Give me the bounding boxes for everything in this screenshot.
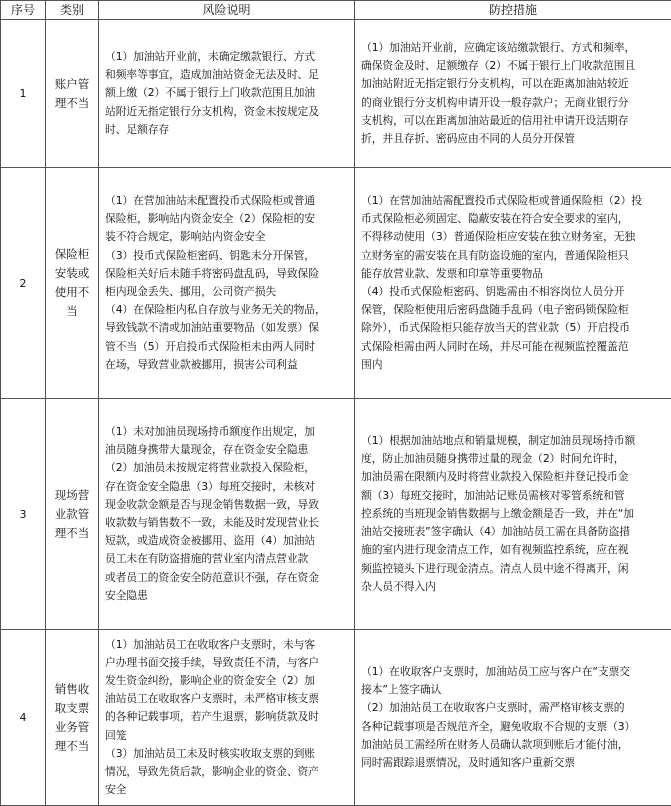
- control-text-line: 度，防止加油员随身携带过量的现金（2）时间允许时，: [361, 450, 668, 468]
- header-serial-no: 序号: [1, 1, 46, 20]
- category-line: 保险柜: [48, 245, 96, 264]
- category-line: 理不当: [48, 524, 96, 543]
- table-row: [1, 168, 671, 399]
- table-row: [1, 630, 671, 806]
- header-category: 类别: [46, 1, 99, 20]
- risk-text-line: 收款数与销售数不一致，未能及时发现营业长: [105, 514, 351, 532]
- risk-text-line: （1）在营加油站未配置投币式保险柜或普通: [105, 192, 351, 210]
- category-line: 安装或: [48, 264, 96, 283]
- risk-text-line: 户办理书面交接手续，导致责任不清，与客户: [105, 654, 351, 672]
- risk-text-line: 柜内现金丢失、挪用，公司资产损失: [105, 283, 351, 301]
- control-text-line: 额（3）每班交接时，加油站记账员需核对零管系统和管: [361, 487, 668, 505]
- risk-text-line: 安全隐患: [105, 587, 351, 605]
- category-line: 取支票: [48, 699, 96, 718]
- table-body: [1, 20, 671, 806]
- control-text-line: 油站交接班表”签字确认（4）加油站员工需在具备防盗措: [361, 523, 668, 541]
- control-text-line: 式保险柜需由两人同时在场，并尽可能在视频监控覆盖范: [361, 338, 668, 356]
- control-text-line: （1）加油站开业前，应确定该站缴款银行、方式和频率，: [361, 39, 668, 57]
- category-line: 理不当: [48, 94, 96, 113]
- table-row: [1, 399, 671, 630]
- control-text-line: 加油员需在限额内及时将营业款投入保险柜并登记投币金: [361, 468, 668, 486]
- row-category: [46, 399, 99, 630]
- row-control-measures: [355, 168, 671, 399]
- control-text-line: （1）在收取客户支票时，加油站员工应与客户在“支票交: [361, 663, 668, 681]
- row-risk-description: [99, 630, 355, 806]
- category-line: 使用不: [48, 283, 96, 302]
- row-control-measures: [355, 630, 671, 806]
- risk-text-line: 额上缴（2）不属于银行上门收款范围且加油: [105, 84, 351, 102]
- risk-text-line: （4）在保险柜内私自存放与业务无关的物品，: [105, 301, 351, 319]
- risk-text-line: 管不当（5）开启投币式保险柜未由两人同时: [105, 338, 351, 356]
- risk-text-line: （2）加油员未按规定将营业款投入保险柜，: [105, 459, 351, 477]
- risk-text-line: 保险柜，影响站内资金安全（2）保险柜的安: [105, 210, 351, 228]
- risk-text-line: 现金收款金额是否与现金销售数据一致，导致: [105, 496, 351, 514]
- risk-text-line: 存在资金安全隐患（3）每班交接时，未核对: [105, 478, 351, 496]
- control-text-line: 围内: [361, 356, 668, 374]
- control-text-line: 能存放营业款、发票和印章等重要物品: [361, 265, 668, 283]
- row-serial-no: 4: [1, 630, 46, 806]
- row-category: [46, 20, 99, 168]
- risk-text-line: （1）加油站开业前，未确定缴款银行、方式: [105, 48, 351, 66]
- category-line: 销售收: [48, 680, 96, 699]
- control-text-line: （1）在营加油站需配置投币式保险柜或普通保险柜（2）投: [361, 192, 668, 210]
- control-text-line: 频监控镜头下进行现金清点。清点人员中途不得离开，闲: [361, 560, 668, 578]
- risk-text-line: 和频率等事宜，造成加油站资金无法及时、足: [105, 66, 351, 84]
- category-line: 业款管: [48, 505, 96, 524]
- control-text-line: 币式保险柜必须固定、隐蔽安装在符合安全要求的室内，: [361, 210, 668, 228]
- row-serial-no: 1: [1, 20, 46, 168]
- risk-text-line: 导致钱款不清或加油站重要物品（如发票）保: [105, 319, 351, 337]
- risk-text-line: （3）投币式保险柜密码、钥匙未分开保管，: [105, 247, 351, 265]
- risk-text-line: 装不符合规定，影响站内资金安全: [105, 228, 351, 246]
- risk-text-line: 情况，导致先货后款，影响企业的资金、资产: [105, 763, 351, 781]
- row-risk-description: [99, 168, 355, 399]
- table-header-row: [1, 1, 671, 20]
- row-category: [46, 630, 99, 806]
- header-control-measures: 防控措施: [355, 1, 671, 20]
- row-control-measures: [355, 399, 671, 630]
- row-control-measures: [355, 20, 671, 168]
- risk-text-line: （3）加油站员工未及时核实收取支票的到账: [105, 745, 351, 763]
- risk-text-line: （1）加油站员工在收取客户支票时，未与客: [105, 636, 351, 654]
- control-text-line: （4）投币式保险柜密码、钥匙需由不相容岗位人员分开: [361, 283, 668, 301]
- risk-text-line: 或者员工的资金安全防范意识不强，存在资金: [105, 569, 351, 587]
- control-text-line: 不得移动使用（3）普通保险柜应安装在独立财务室，无独: [361, 228, 668, 246]
- control-text-line: 施的室内进行现金清点工作，如有视频监控系统，应在视: [361, 541, 668, 559]
- risk-text-line: 在场，导致营业款被挪用，损害公司利益: [105, 356, 351, 374]
- risk-text-line: 时、足额存存: [105, 121, 351, 139]
- risk-text-line: 站附近无指定银行分支机构，资金未按规定及: [105, 103, 351, 121]
- risk-text-line: 油员随身携带大量现金，存在资金安全隐患: [105, 441, 351, 459]
- control-text-line: 立财务室的需安装在具有防盗设施的室内，普通保险柜只: [361, 247, 668, 265]
- control-text-line: 杂人员不得入内: [361, 578, 668, 596]
- control-text-line: 加油站附近无指定银行分支机构，可以在距离加油站较近: [361, 75, 668, 93]
- category-line: 业务管: [48, 718, 96, 737]
- risk-text-line: （1）未对加油员现场持币额度作出规定，加: [105, 423, 351, 441]
- control-text-line: 加油站员工需经所在财务人员确认款项到账后才能付油，: [361, 736, 668, 754]
- table-row: [1, 20, 671, 168]
- control-text-line: （1）根据加油站地点和销量规模，制定加油员现场持币额: [361, 432, 668, 450]
- risk-text-line: 的各种记载事项，若产生退票，影响货款及时: [105, 708, 351, 726]
- control-text-line: （2）加油站员工在收取客户支票时，需严格审核支票的: [361, 699, 668, 717]
- control-text-line: 折，并且存折、密码应由不同的人员分开保管: [361, 130, 668, 148]
- row-serial-no: 2: [1, 168, 46, 399]
- risk-text-line: 安全: [105, 781, 351, 799]
- category-line: 当: [48, 302, 96, 321]
- control-text-line: 各种记载事项是否规范齐全，避免收取不合规的支票（3）: [361, 718, 668, 736]
- control-text-line: 同时需跟踪退票情况，及时通知客户重新交票: [361, 754, 668, 772]
- control-text-line: 接本”上签字确认: [361, 681, 668, 699]
- row-risk-description: [99, 20, 355, 168]
- control-text-line: 控系统的当班现金销售数据与上缴金额是否一致，并在“加: [361, 505, 668, 523]
- risk-text-line: 油站员工在收取客户支票时，未严格审核支票: [105, 690, 351, 708]
- risk-text-line: 短款，或造成资金被挪用、盗用（4）加油站: [105, 532, 351, 550]
- risk-text-line: 员工未在有防盗措施的营业室内清点营业款: [105, 550, 351, 568]
- row-risk-description: [99, 399, 355, 630]
- control-text-line: 除外），币式保险柜只能存放当天的营业款（5）开启投币: [361, 319, 668, 337]
- row-category: [46, 168, 99, 399]
- control-text-line: 确保资金及时、足额缴存（2）不属于银行上门收款范围且: [361, 57, 668, 75]
- category-line: 账户管: [48, 75, 96, 94]
- category-line: 理不当: [48, 737, 96, 756]
- control-text-line: 支机构，可以在距离加油站最近的信用社申请开设活期存: [361, 112, 668, 130]
- risk-text-line: 保险柜关好后未随手将密码盘乱码，导致保险: [105, 265, 351, 283]
- header-risk-description: 风险说明: [99, 1, 355, 20]
- control-text-line: 的商业银行分支机构申请开设一般存款户；无商业银行分: [361, 94, 668, 112]
- control-text-line: 保管，保险柜使用后密码盘随手乱码（电子密码锁保险柜: [361, 301, 668, 319]
- risk-text-line: 发生资金纠纷，影响企业的资金安全（2）加: [105, 672, 351, 690]
- category-line: 现场营: [48, 486, 96, 505]
- risk-text-line: 回笼: [105, 727, 351, 745]
- row-serial-no: 3: [1, 399, 46, 630]
